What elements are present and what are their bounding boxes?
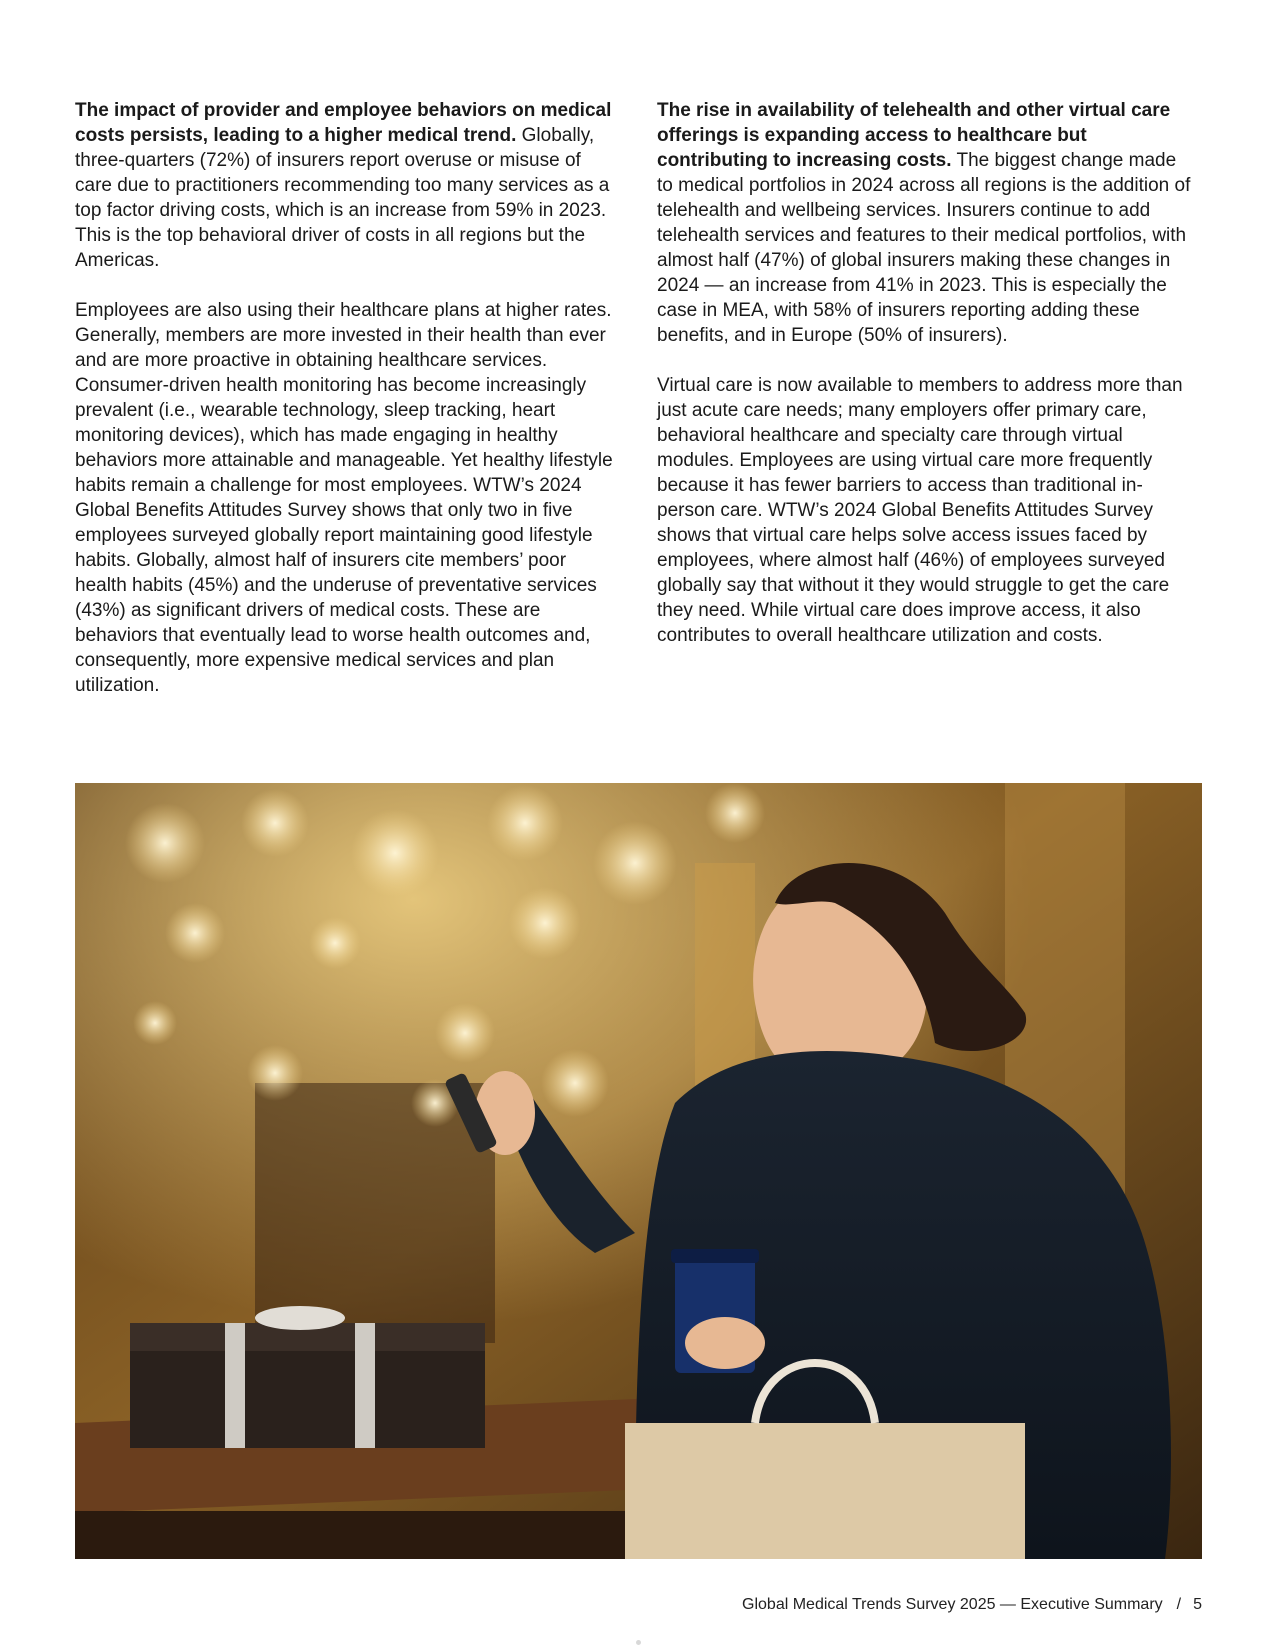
woman-with-phone-photo	[75, 783, 1202, 1559]
left-paragraph-1	[75, 98, 615, 273]
page-marker-dot	[636, 1640, 641, 1645]
photo-illustration	[75, 783, 1202, 1559]
left-paragraph-1-body: Globally, three-quarters (72%) of insurers report overuse or misuse of care due to practitioners recommending too many services as a top factor driving costs, which is an increase from 59% in 2023. This is the top behavioral driver of costs in all regions but the Americas.	[75, 125, 610, 271]
right-paragraph-1-body: The biggest change made to medical portfolios in 2024 across all regions is the addition of telehealth and wellbeing services. Insurers continue to add telehealth services and features to their medical portfolios, with almost half (47%) of global insurers making these changes in 2024 — an increase from 41% in 2023. This is especially the case in MEA, with 58% of insurers reporting adding these benefits, and in Europe (50% of insurers).	[657, 150, 1191, 346]
footer-separator: /	[1176, 1596, 1182, 1613]
right-paragraph-2: Virtual care is now available to members to address more than just acute care needs; many employers offer primary care, behavioral healthcare and specialty care through virtual modules. Employees are using virtual care more frequently because it has fewer barriers to access than traditional in-person care. WTW’s 2024 Global Benefits Attitudes Survey shows that virtual care helps solve access issues faced by employees, where almost half (46%) of employees surveyed globally say that without it they would struggle to get the care they need. While virtual care does improve access, it also contributes to overall healthcare utilization and costs.	[657, 375, 1183, 646]
right-column	[657, 98, 1197, 673]
footer-title: Global Medical Trends Survey 2025 — Executive Summary	[742, 1596, 1163, 1613]
page-number: 5	[1193, 1596, 1202, 1613]
left-lead-heading: The impact of provider and employee behaviors on medical costs persists, leading to a higher medical trend.	[75, 100, 612, 146]
left-column	[75, 98, 615, 723]
left-paragraph-2: Employees are also using their healthcare plans at higher rates. Generally, members are more invested in their health than ever and are more proactive in obtaining healthcare services. Consumer-driven health monitoring has become increasingly prevalent (i.e., wearable technology, sleep tracking, heart monitoring devices), which has made engaging in healthy behaviors more attainable and manageable. Yet healthy lifestyle habits remain a challenge for most employees. WTW’s 2024 Global Benefits Attitudes Survey shows that only two in five employees surveyed globally report maintaining good lifestyle habits. Globally, almost half of insurers cite members’ poor health habits (45%) and the underuse of preventative services (43%) as significant drivers of medical costs. These are behaviors that eventually lead to worse health outcomes and, consequently, more expensive medical services and plan utilization.	[75, 300, 613, 696]
page-footer	[742, 1596, 1202, 1614]
right-paragraph-1	[657, 98, 1197, 348]
right-lead-heading: The rise in availability of telehealth and other virtual care offerings is expanding access to healthcare but contributing to increasing costs.	[657, 100, 1171, 171]
